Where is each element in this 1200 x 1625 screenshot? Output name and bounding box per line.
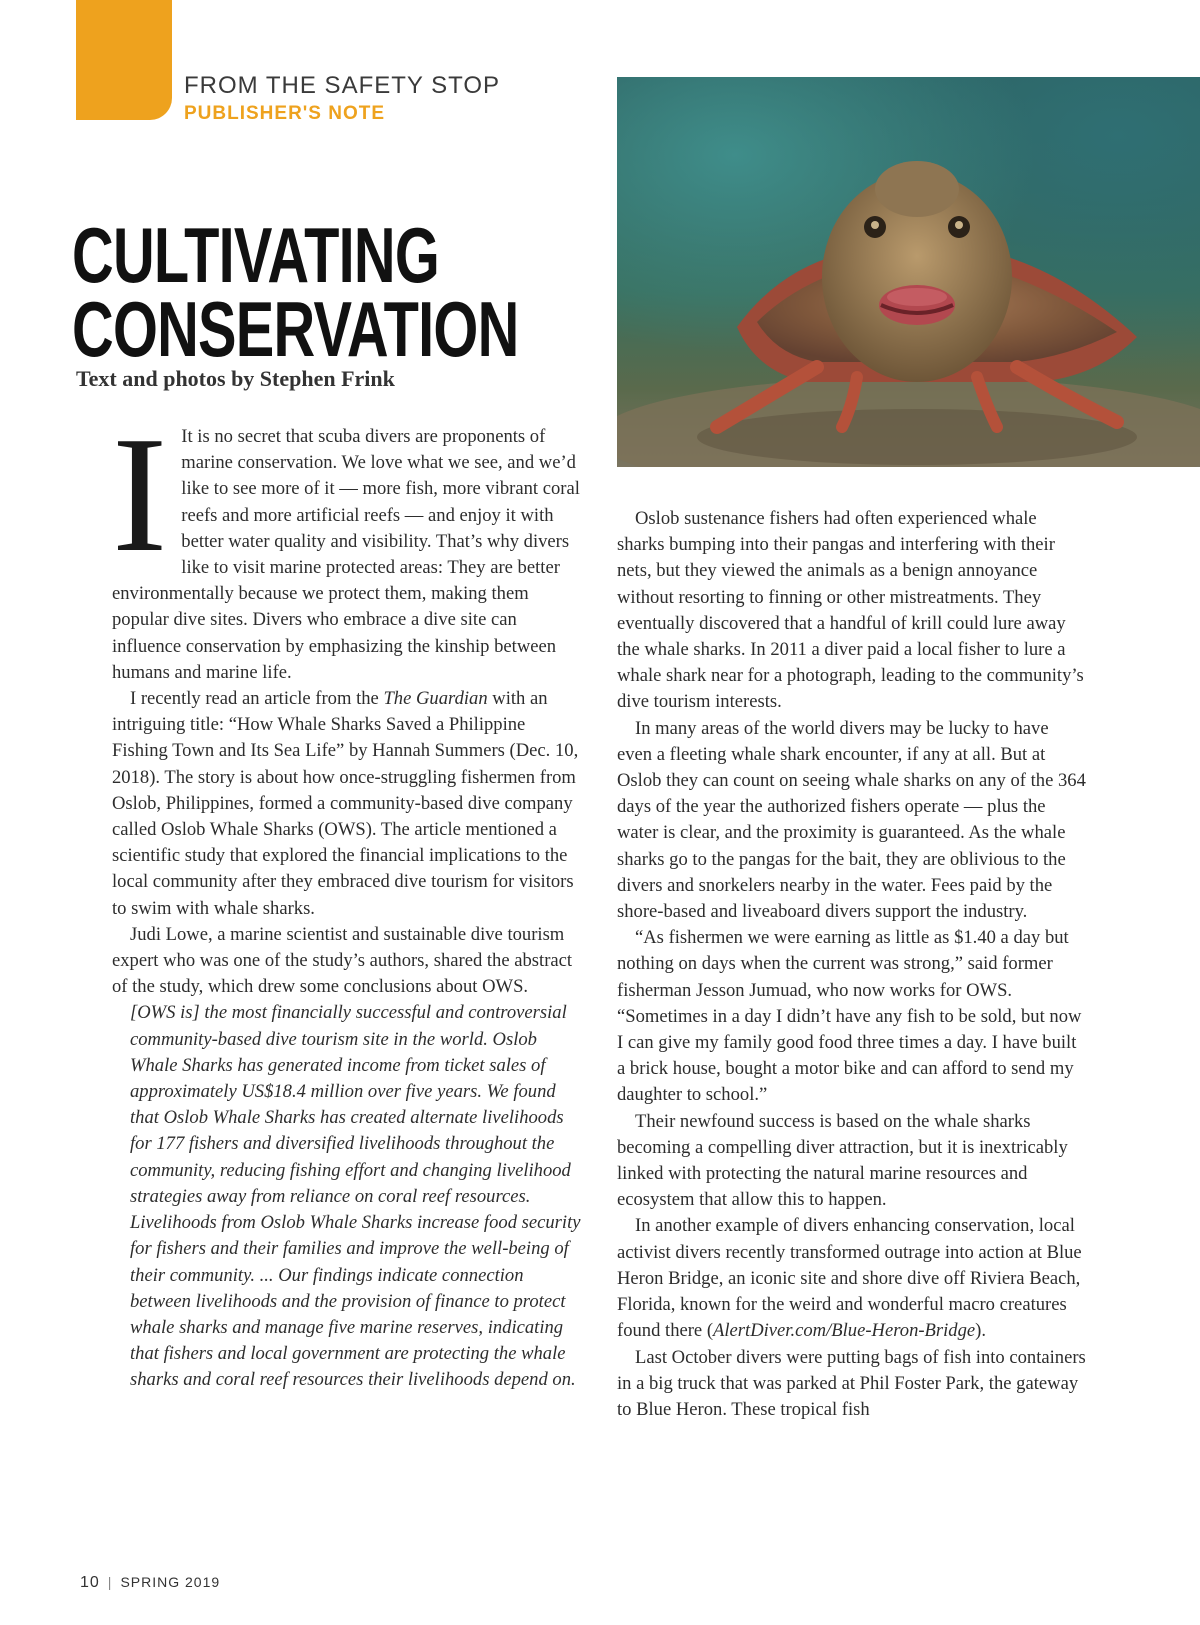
article-title-line-1: CULTIVATING — [72, 211, 439, 299]
column-kicker: FROM THE SAFETY STOP — [184, 72, 501, 99]
quote-text: [OWS is] the most financially successful and controversial community-based dive tourism site in the world. Oslob Whale Sharks has generated income from ticket sales of approximately US$18.4 million over five years. We found that Oslob Whale Sharks has created alternate livelihoods for 177 fishers and diversified livelihoods throughout the community, reducing fishing effort and changing livelihood strategies away from reliance on coral reef resources. Livelihoods from Oslob Whale Sharks increase food security for fishers and their families and improve the well-being of their community. ... Our findings indicate connection between livelihoods and the provision of finance to protect whale sharks and manage five marine reserves, indicating that fishers and local government are protecting the whale sharks and coral reef resources their livelihoods depend on. — [130, 1002, 581, 1391]
byline: Text and photos by Stephen Frink — [76, 366, 395, 391]
page-footer — [80, 1574, 220, 1592]
paragraph-text: with an intriguing title: “How Whale Sharks Saved a Philippine Fishing Town and Its Sea Life” by Hannah Summers (Dec. 10, 2018). The story is about how once-struggling fishermen from Oslob, Philippines, formed a community-based dive company called Oslob Whale Sharks (OWS). The article mentioned a scientific study that explored the financial implications to the local community after they embraced dive tourism for visitors to swim with whale sharks. — [112, 688, 579, 919]
body-paragraph: Oslob sustenance fishers had often experienced whale sharks bumping into their pangas and interfering with their nets, but they viewed the animals as a benign annoyance without resorting to finning or other mistreatments. They eventually discovered that a handful of krill could lure away the whale sharks. In 2011 a diver paid a local fisher to lure a whale shark near for a photograph, leading to the community’s dive tourism interests. — [617, 508, 1084, 713]
paragraph-text: I recently read an article from the — [130, 688, 384, 710]
article-column-left — [112, 402, 582, 1394]
article-title — [72, 211, 519, 373]
body-paragraph — [617, 1213, 1087, 1344]
body-paragraph: Judi Lowe, a marine scientist and sustainable dive tourism expert who was one of the study’s authors, shared the abstract of the study, which drew some conclusions about OWS. — [112, 923, 573, 998]
article-title-line-2: CONSERVATION — [72, 285, 519, 373]
publication-name: The Guardian — [383, 688, 488, 710]
issue-label: SPRING 2019 — [120, 1574, 221, 1590]
paragraph-text: ). — [975, 1320, 987, 1342]
footer-separator: | — [107, 1574, 113, 1590]
body-paragraph: It is no secret that scuba divers are proponents of marine conservation. We love what we see, and we’d like to see more of it — more fish, more vibrant coral reefs and more artificial reefs — and enjoy it with better water quality and visibility. That’s why divers like to visit marine protected areas: They are better environmentally because we protect them, making them popular dive sites. Divers who embrace a dive site can influence conservation by emphasizing the kinship between humans and marine life. — [112, 426, 580, 683]
batfish-photo — [617, 77, 1200, 467]
block-quote — [112, 1000, 582, 1393]
web-reference: AlertDiver.com/Blue-Heron-Bridge — [713, 1320, 976, 1342]
body-paragraph: “As fishermen we were earning as little as $1.40 a day but nothing on days when the current was strong,” said former fisherman Jesson Jumuad, who now works for OWS. “Sometimes in a day I didn’t have any fish to be sold, but now I can give my family good food three times a day. I have built a brick house, bought a motor bike and can afford to send my daughter to school.” — [617, 927, 1082, 1106]
body-paragraph: In many areas of the world divers may be lucky to have even a fleeting whale shark encounter, if any at all. But at Oslob they can count on seeing whale sharks on any of the 364 days of the year the authorized fishers operate — plus the water is clear, and the proximity is guaranteed. As the whale sharks go to the pangas for the bait, they are oblivious to the divers and snorkelers nearby in the water. Fees paid by the shore-based and liveaboard divers support the industry. — [617, 717, 1086, 923]
batfish-illustration — [617, 77, 1200, 467]
body-paragraph: Last October divers were putting bags of fish into containers in a big truck that was parked at Phil Foster Park, the gateway to Blue Heron. These tropical fish — [617, 1346, 1086, 1420]
paragraph-text: In another example of divers enhancing conservation, local activist divers recently transformed outrage into action at Blue Heron Bridge, an iconic site and shore dive off Riviera Beach, Florida, known for the weird and wonderful macro creatures found there ( — [617, 1215, 1082, 1342]
section-tab-accent — [76, 0, 172, 120]
body-paragraph: Their newfound success is based on the whale sharks becoming a compelling diver attraction, but it is inextricably linked with protecting the natural marine resources and ecosystem that allow this to happen. — [617, 1110, 1068, 1211]
section-label: PUBLISHER'S NOTE — [184, 103, 386, 124]
article-column-right — [617, 506, 1087, 1423]
drop-cap: I — [112, 402, 168, 586]
page-number: 10 — [80, 1574, 100, 1591]
body-paragraph — [112, 686, 582, 922]
